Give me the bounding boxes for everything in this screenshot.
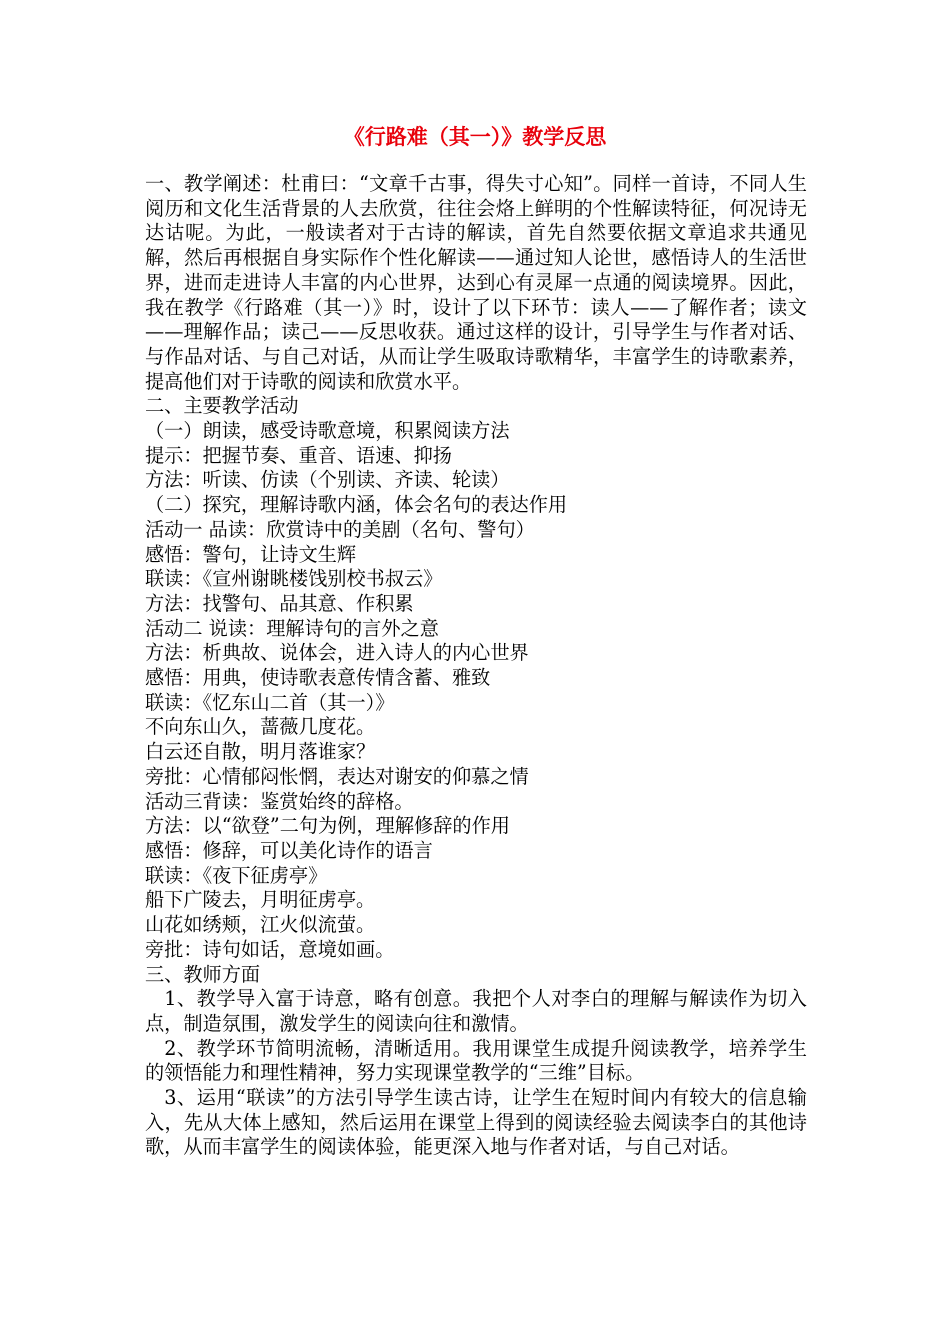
text-line: 感悟：修辞，可以美化诗作的语言 xyxy=(145,838,433,862)
poem-line: 白云还自散，明月落谁家？ xyxy=(145,740,376,764)
text-line: 方法：找警句、品其意、作积累 xyxy=(145,591,414,615)
document-body xyxy=(145,172,807,1160)
activity-heading: 活动三背读：鉴赏始终的辞格。 xyxy=(145,789,414,813)
text-line: 方法：听读、仿读（个别读、齐读、轮读） xyxy=(145,468,510,492)
intro-paragraph: 一、教学阐述：杜甫曰：“文章千古事，得失寸心知”。同样一首诗，不同人生阅历和文化生活背景的人去欣赏，往往会烙上鲜明的个性解读特征，何况诗无达诂呢。为此，一般读者对于古诗的解读，首先自然要依据文章追求共通见解，然后再根据自身实际作个性化解读——通过知人论世，感悟诗人的生活世界，进而走进诗人丰富的内心世界，达到心有灵犀一点通的阅读境界。因此，我在教学《行路难（其一）》时，设计了以下环节：读人——了解作者；读文——理解作品；读己——反思收获。通过这样的设计，引导学生与作者对话、与作品对话、与自己对话，从而让学生吸取诗歌精华，丰富学生的诗歌素养，提高他们对于诗歌的阅读和欣赏水平。 xyxy=(145,172,807,393)
poem-line: 船下广陵去，月明征虏亭。 xyxy=(145,888,376,912)
poem-line: 不向东山久，蔷薇几度花。 xyxy=(145,715,376,739)
text-line: 联读：《宣州谢眺楼饯别校书叔云》 xyxy=(145,567,443,591)
subsection-heading: （二）探究，理解诗歌内涵，体会名句的表达作用 xyxy=(145,493,568,517)
text-line: 方法：以“欲登”二句为例，理解修辞的作用 xyxy=(145,814,510,838)
text-line: 联读：《夜下征虏亭》 xyxy=(145,863,328,887)
section-heading: 二、主要教学活动 xyxy=(145,394,299,418)
subsection-heading: （一）朗读，感受诗歌意境，积累阅读方法 xyxy=(145,419,510,443)
activity-heading: 活动二 说读：理解诗句的言外之意 xyxy=(145,616,439,640)
teacher-point-paragraph: 2、教学环节简明流畅，清晰适用。我用课堂生成提升阅读教学，培养学生的领悟能力和理性精神，努力实现课堂教学的“三维”目标。 xyxy=(145,1036,807,1085)
text-line: 方法：析典故、说体会，进入诗人的内心世界 xyxy=(145,641,529,665)
section-heading: 三、教师方面 xyxy=(145,962,261,986)
document-title: 《行路难（其一）》教学反思 xyxy=(343,124,607,149)
text-line: 联读：《忆东山二首（其一）》 xyxy=(145,690,395,714)
teacher-point-paragraph: 3、运用“联读”的方法引导学生读古诗，让学生在短时间内有较大的信息输入，先从大体上感知，然后运用在课堂上得到的阅读经验去阅读李白的其他诗歌，从而丰富学生的阅读体验，能更深入地与作者对话，与自己对话。 xyxy=(145,1086,807,1159)
text-line: 旁批：诗句如话，意境如画。 xyxy=(145,937,395,961)
text-line: 旁批：心情郁闷怅惘，表达对谢安的仰慕之情 xyxy=(145,764,529,788)
teacher-point-paragraph: 1、教学导入富于诗意，略有创意。我把个人对李白的理解与解读作为切入点，制造氛围，激发学生的阅读向往和激情。 xyxy=(145,987,807,1035)
activity-heading: 活动一 品读：欣赏诗中的美剧（名句、警句） xyxy=(145,517,535,541)
poem-line: 山花如绣颊，江火似流萤。 xyxy=(145,913,376,937)
text-line: 提示：把握节奏、重音、语速、抑扬 xyxy=(145,443,452,467)
text-line: 感悟：警句，让诗文生辉 xyxy=(145,542,357,566)
text-line: 感悟：用典，使诗歌表意传情含蓄、雅致 xyxy=(145,666,491,690)
